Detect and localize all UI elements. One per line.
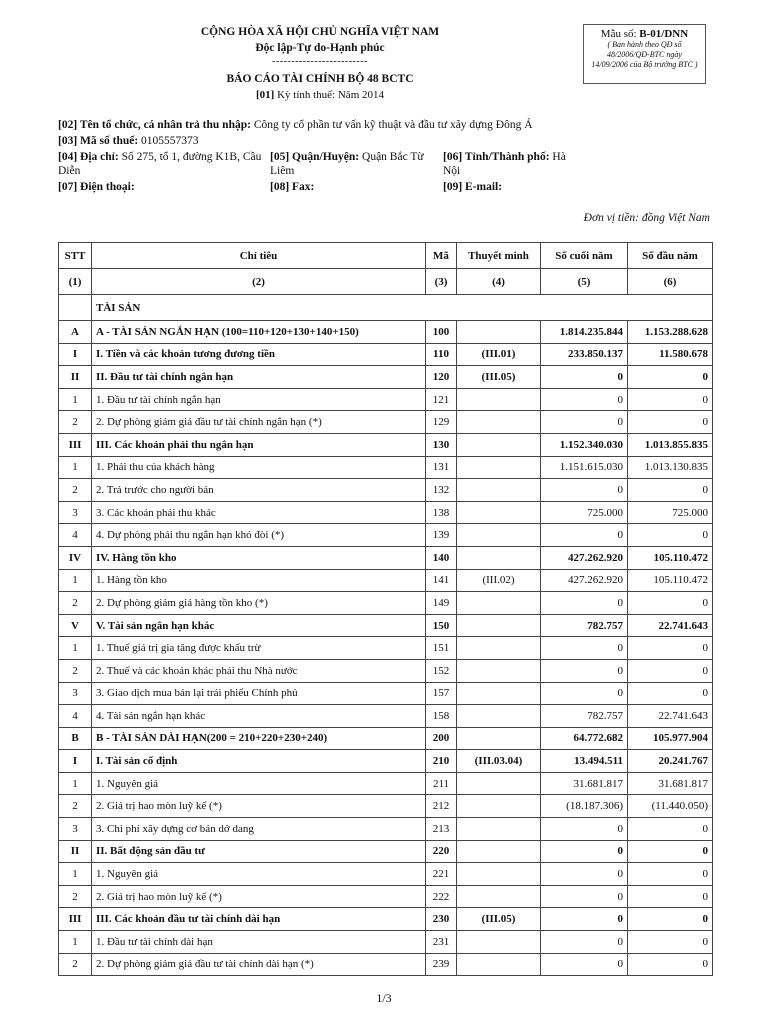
row-stt: A [59, 321, 92, 344]
table-row [59, 456, 713, 479]
table-row [59, 840, 713, 863]
table-header-row [59, 243, 713, 269]
row-begin-value: 1.013.855.835 [628, 433, 713, 456]
row-indicator: 1. Nguyên giá [92, 863, 426, 886]
row-code: 157 [426, 682, 457, 705]
row-stt: 2 [59, 795, 92, 818]
row-begin-value: 0 [628, 479, 713, 502]
row-stt: 2 [59, 659, 92, 682]
table-row [59, 614, 713, 637]
row-stt: 1 [59, 637, 92, 660]
row-begin-value: 0 [628, 840, 713, 863]
row-indicator: 2. Giá trị hao mòn luỹ kế (*) [92, 795, 426, 818]
row-stt: 1 [59, 931, 92, 954]
phone-label: [07] Điện thoại: [58, 181, 135, 193]
row-stt: 4 [59, 524, 92, 547]
row-code: 222 [426, 885, 457, 908]
table-row [59, 546, 713, 569]
table-row [59, 931, 713, 954]
table-row [59, 727, 713, 750]
row-stt: 2 [59, 592, 92, 615]
row-note [457, 614, 541, 637]
tax-line [58, 134, 199, 148]
row-code: 110 [426, 343, 457, 366]
row-note [457, 411, 541, 434]
row-indicator: III. Các khoản phải thu ngắn hạn [92, 433, 426, 456]
row-note [457, 795, 541, 818]
district-label: [05] Quận/Huyện: [270, 151, 360, 163]
form-code: B-01/DNN [639, 28, 689, 40]
row-begin-value: 0 [628, 524, 713, 547]
address-label: [04] Địa chỉ: [58, 151, 119, 163]
row-indicator: 1. Đầu tư tài chính dài hạn [92, 931, 426, 954]
row-end-value: 13.494.511 [541, 750, 628, 773]
balance-sheet-table [58, 242, 713, 976]
row-code: 139 [426, 524, 457, 547]
row-stt: B [59, 727, 92, 750]
row-note [457, 524, 541, 547]
table-row [59, 366, 713, 389]
row-note [457, 840, 541, 863]
row-indicator: 1. Thuế giá trị gia tăng được khấu trừ [92, 637, 426, 660]
row-begin-value: 31.681.817 [628, 772, 713, 795]
row-indicator: 2. Giá trị hao mòn luỹ kế (*) [92, 885, 426, 908]
row-note [457, 885, 541, 908]
table-row [59, 321, 713, 344]
row-code: 130 [426, 433, 457, 456]
row-indicator: 2. Dự phòng giảm giá đầu tư tài chính dài hạn (*) [92, 953, 426, 976]
row-end-value: 0 [541, 637, 628, 660]
row-code: 152 [426, 659, 457, 682]
row-code: 220 [426, 840, 457, 863]
row-indicator: III. Các khoản đầu tư tài chính dài hạn [92, 908, 426, 931]
row-indicator: A - TÀI SẢN NGẮN HẠN (100=110+120+130+140+150) [92, 321, 426, 344]
row-note [457, 592, 541, 615]
table-row [59, 592, 713, 615]
table-row [59, 705, 713, 728]
row-code: 211 [426, 772, 457, 795]
report-title: BÁO CÁO TÀI CHÍNH BỘ 48 BCTC [226, 73, 414, 85]
row-stt: 3 [59, 818, 92, 841]
row-indicator: 2. Dự phòng giảm giá đầu tư tài chính ngắn hạn (*) [92, 411, 426, 434]
currency-unit: Đơn vị tiền: đồng Việt Nam [583, 212, 710, 224]
fax-label: [08] Fax: [270, 181, 315, 193]
row-note [457, 705, 541, 728]
row-indicator: 3. Các khoản phải thu khác [92, 501, 426, 524]
row-begin-value: 0 [628, 863, 713, 886]
row-indicator: I. Tài sản cố định [92, 750, 426, 773]
row-end-value: 0 [541, 840, 628, 863]
row-note: (III.05) [457, 908, 541, 931]
row-stt: 4 [59, 705, 92, 728]
table-row [59, 908, 713, 931]
form-code-box [583, 24, 706, 84]
row-code: 210 [426, 750, 457, 773]
row-stt: II [59, 366, 92, 389]
row-stt: 2 [59, 479, 92, 502]
row-code: 138 [426, 501, 457, 524]
row-begin-value: 0 [628, 908, 713, 931]
row-indicator: 1. Nguyên giá [92, 772, 426, 795]
row-end-value: 0 [541, 592, 628, 615]
row-indicator: 1. Hàng tồn kho [92, 569, 426, 592]
table-row [59, 569, 713, 592]
row-begin-value: 0 [628, 818, 713, 841]
section-stt [59, 295, 92, 321]
org-label: [02] Tên tổ chức, cá nhân trả thu nhập: [58, 119, 251, 131]
col-header-indicator: Chỉ tiêu [92, 243, 426, 269]
row-stt: 2 [59, 953, 92, 976]
row-stt: III [59, 908, 92, 931]
row-begin-value: 105.110.472 [628, 569, 713, 592]
row-begin-value: 0 [628, 366, 713, 389]
row-end-value: 0 [541, 885, 628, 908]
row-indicator: 3. Chi phí xây dựng cơ bản dở dang [92, 818, 426, 841]
row-indicator: 2. Trả trước cho người bán [92, 479, 426, 502]
row-note [457, 953, 541, 976]
col-header-stt: STT [59, 243, 92, 269]
row-indicator: B - TÀI SẢN DÀI HẠN(200 = 210+220+230+240) [92, 727, 426, 750]
row-end-value: 0 [541, 659, 628, 682]
row-code: 221 [426, 863, 457, 886]
row-end-value: 1.814.235.844 [541, 321, 628, 344]
province-block [443, 150, 583, 178]
table-row [59, 524, 713, 547]
row-code: 131 [426, 456, 457, 479]
row-begin-value: 22.741.643 [628, 614, 713, 637]
row-note [457, 433, 541, 456]
table-row [59, 863, 713, 886]
row-note: (III.02) [457, 569, 541, 592]
row-code: 149 [426, 592, 457, 615]
page-number: 1/3 [376, 991, 392, 1005]
row-begin-value: 20.241.767 [628, 750, 713, 773]
row-stt: IV [59, 546, 92, 569]
row-end-value: 0 [541, 366, 628, 389]
row-end-value: 782.757 [541, 705, 628, 728]
row-end-value: 427.262.920 [541, 569, 628, 592]
table-row [59, 885, 713, 908]
row-indicator: IV. Hàng tồn kho [92, 546, 426, 569]
row-code: 132 [426, 479, 457, 502]
row-end-value: 0 [541, 524, 628, 547]
row-end-value: 0 [541, 479, 628, 502]
subheader-cell: (5) [541, 269, 628, 295]
email-label: [09] E-mail: [443, 181, 503, 193]
row-begin-value: 725.000 [628, 501, 713, 524]
row-stt: 3 [59, 682, 92, 705]
table-subheader-row [59, 269, 713, 295]
row-begin-value: 0 [628, 682, 713, 705]
motto: Độc lập-Tự do-Hạnh phúc [255, 42, 385, 54]
district-block [270, 150, 440, 178]
row-stt: I [59, 343, 92, 366]
row-stt: 1 [59, 772, 92, 795]
row-end-value: 233.850.137 [541, 343, 628, 366]
row-begin-value: 0 [628, 885, 713, 908]
row-end-value: 64.772.682 [541, 727, 628, 750]
row-note: (III.01) [457, 343, 541, 366]
table-row [59, 501, 713, 524]
row-indicator: 4. Tài sản ngắn hạn khác [92, 705, 426, 728]
table-row [59, 411, 713, 434]
subheader-cell: (6) [628, 269, 713, 295]
row-stt: 1 [59, 388, 92, 411]
row-begin-value: 105.977.904 [628, 727, 713, 750]
row-code: 120 [426, 366, 457, 389]
row-end-value: 0 [541, 388, 628, 411]
row-begin-value: 11.580.678 [628, 343, 713, 366]
row-note [457, 818, 541, 841]
row-indicator: 1. Phải thu của khách hàng [92, 456, 426, 479]
province-value: Hà Nội [443, 151, 566, 177]
table-row [59, 388, 713, 411]
table-row [59, 772, 713, 795]
row-end-value: 782.757 [541, 614, 628, 637]
row-note [457, 772, 541, 795]
row-code: 121 [426, 388, 457, 411]
section-row [59, 295, 713, 321]
row-begin-value: 0 [628, 931, 713, 954]
table-row [59, 659, 713, 682]
subheader-cell: (2) [92, 269, 426, 295]
row-indicator: 2. Thuế và các khoản khác phải thu Nhà nước [92, 659, 426, 682]
table-row [59, 818, 713, 841]
row-begin-value: (11.440.050) [628, 795, 713, 818]
row-note [457, 659, 541, 682]
row-stt: 3 [59, 501, 92, 524]
row-indicator: 3. Giao dịch mua bán lại trái phiếu Chính phủ [92, 682, 426, 705]
district-value: Quận Bắc Từ Liêm [270, 151, 424, 177]
org-line [58, 118, 718, 132]
row-note [457, 456, 541, 479]
row-end-value: 725.000 [541, 501, 628, 524]
row-end-value: (18.187.306) [541, 795, 628, 818]
row-code: 100 [426, 321, 457, 344]
row-end-value: 0 [541, 411, 628, 434]
row-note [457, 388, 541, 411]
address-block [58, 150, 270, 178]
row-note [457, 682, 541, 705]
row-end-value: 0 [541, 863, 628, 886]
row-begin-value: 0 [628, 592, 713, 615]
col-header-end-year: Số cuối năm [541, 243, 628, 269]
row-code: 231 [426, 931, 457, 954]
row-note [457, 479, 541, 502]
row-note [457, 501, 541, 524]
row-begin-value: 22.741.643 [628, 705, 713, 728]
col-header-code: Mã [426, 243, 457, 269]
row-stt: 2 [59, 885, 92, 908]
row-begin-value: 0 [628, 659, 713, 682]
address-value: Số 275, tổ 1, đường K1B, Cầu Diễn [58, 151, 262, 177]
row-code: 140 [426, 546, 457, 569]
tax-label: [03] Mã số thuế: [58, 135, 139, 147]
separator: ------------------------- [272, 56, 368, 67]
row-note [457, 546, 541, 569]
row-stt: I [59, 750, 92, 773]
row-note [457, 863, 541, 886]
row-end-value: 0 [541, 931, 628, 954]
row-code: 158 [426, 705, 457, 728]
section-title: TÀI SẢN [92, 295, 713, 321]
row-indicator: II. Bất động sản đầu tư [92, 840, 426, 863]
row-stt: II [59, 840, 92, 863]
period-code: [01] [255, 89, 275, 101]
org-value: Công ty cổ phần tư vấn kỹ thuật và đầu tư xây dựng Đông Á [253, 119, 533, 131]
row-begin-value: 1.153.288.628 [628, 321, 713, 344]
subheader-cell: (1) [59, 269, 92, 295]
row-stt: 2 [59, 411, 92, 434]
period-line [200, 87, 440, 103]
row-end-value: 0 [541, 818, 628, 841]
row-note [457, 321, 541, 344]
row-code: 129 [426, 411, 457, 434]
table-row [59, 479, 713, 502]
row-note [457, 931, 541, 954]
row-indicator: V. Tài sản ngắn hạn khác [92, 614, 426, 637]
table-row [59, 637, 713, 660]
row-indicator: 1. Đầu tư tài chính ngắn hạn [92, 388, 426, 411]
row-begin-value: 0 [628, 953, 713, 976]
table-row [59, 953, 713, 976]
row-note: (III.05) [457, 366, 541, 389]
subheader-cell: (4) [457, 269, 541, 295]
tax-value: 0105557373 [141, 135, 199, 147]
table-row [59, 433, 713, 456]
row-code: 141 [426, 569, 457, 592]
row-code: 239 [426, 953, 457, 976]
row-code: 212 [426, 795, 457, 818]
row-end-value: 31.681.817 [541, 772, 628, 795]
table-row [59, 750, 713, 773]
row-begin-value: 0 [628, 388, 713, 411]
row-begin-value: 0 [628, 411, 713, 434]
row-end-value: 0 [541, 908, 628, 931]
row-stt: III [59, 433, 92, 456]
row-stt: 1 [59, 863, 92, 886]
period-text: Kỳ tính thuế: Năm 2014 [277, 89, 384, 101]
row-stt: V [59, 614, 92, 637]
row-begin-value: 0 [628, 637, 713, 660]
province-label: [06] Tỉnh/Thành phố: [443, 151, 550, 163]
row-code: 151 [426, 637, 457, 660]
row-code: 200 [426, 727, 457, 750]
form-note: ( Ban hành theo QĐ số 48/2006/QĐ-BTC ngày 14/09/2006 của Bộ trưởng BTC ) [591, 40, 698, 69]
row-end-value: 1.152.340.030 [541, 433, 628, 456]
row-code: 213 [426, 818, 457, 841]
row-end-value: 0 [541, 953, 628, 976]
col-header-begin-year: Số đầu năm [628, 243, 713, 269]
row-code: 230 [426, 908, 457, 931]
row-begin-value: 1.013.130.835 [628, 456, 713, 479]
row-note [457, 637, 541, 660]
row-indicator: I. Tiền và các khoản tương đương tiền [92, 343, 426, 366]
row-indicator: 2. Dự phòng giảm giá hàng tồn kho (*) [92, 592, 426, 615]
row-indicator: 4. Dự phòng phải thu ngắn hạn khó đòi (*) [92, 524, 426, 547]
row-stt: 1 [59, 569, 92, 592]
row-note [457, 727, 541, 750]
row-indicator: II. Đầu tư tài chính ngắn hạn [92, 366, 426, 389]
row-end-value: 0 [541, 682, 628, 705]
col-header-note: Thuyết minh [457, 243, 541, 269]
row-note: (III.03.04) [457, 750, 541, 773]
row-code: 150 [426, 614, 457, 637]
report-header [200, 24, 440, 103]
row-end-value: 427.262.920 [541, 546, 628, 569]
table-row [59, 682, 713, 705]
subheader-cell: (3) [426, 269, 457, 295]
table-row [59, 343, 713, 366]
form-label: Mẫu số: [600, 28, 637, 40]
row-stt: 1 [59, 456, 92, 479]
row-end-value: 1.151.615.030 [541, 456, 628, 479]
table-row [59, 795, 713, 818]
row-begin-value: 105.110.472 [628, 546, 713, 569]
republic-title: CỘNG HÒA XÃ HỘI CHỦ NGHĨA VIỆT NAM [200, 26, 440, 38]
